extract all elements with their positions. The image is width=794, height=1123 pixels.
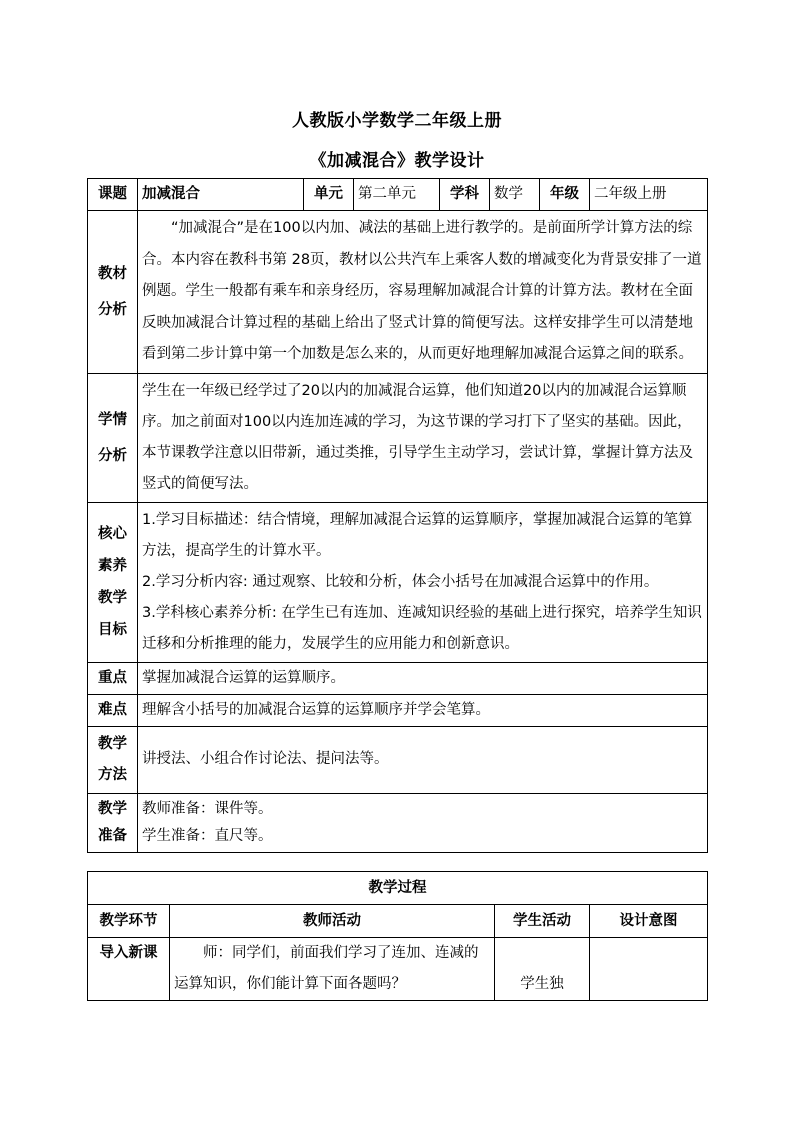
student-analysis-label-1: 学情 — [98, 411, 127, 428]
col-student: 学生活动 — [495, 905, 590, 938]
core-goal-1: 1.学习目标描述：结合情境，理解加减混合运算的运算顺序，掌握加减混合运算的笔算方法，提高学生的计算水平。 — [142, 511, 693, 559]
core-goals-label-2: 素养 — [98, 558, 127, 574]
methods-label-2: 方法 — [98, 766, 127, 783]
unit-label: 单元 — [304, 179, 354, 211]
preparation-label — [88, 793, 138, 852]
process-title-row — [88, 872, 708, 905]
grade-label: 年级 — [540, 179, 590, 211]
process-title: 教学过程 — [88, 872, 708, 905]
process-row-1 — [88, 938, 708, 1001]
subject-value: 数学 — [490, 179, 540, 211]
row1-intent — [590, 938, 708, 1001]
header-row — [88, 179, 708, 211]
preparation-row — [88, 793, 708, 852]
grade-value: 二年级上册 — [590, 179, 708, 211]
student-analysis-label — [88, 373, 138, 502]
col-teacher: 教师活动 — [170, 905, 495, 938]
topic-label: 课题 — [88, 179, 138, 211]
textbook-analysis-row — [88, 211, 708, 374]
unit-value: 第二单元 — [354, 179, 440, 211]
student-analysis-row — [88, 373, 708, 502]
preparation-teacher: 教师准备：课件等。 — [142, 800, 273, 817]
key-point-row — [88, 662, 708, 694]
core-goals-label-4: 目标 — [98, 622, 127, 638]
document-title: 人教版小学数学二年级上册 — [292, 111, 502, 131]
preparation-text — [138, 793, 708, 852]
core-goals-text — [138, 502, 708, 662]
textbook-analysis-label-1: 教材 — [98, 265, 127, 282]
row1-student: 学生独 — [495, 938, 590, 1001]
topic-value: 加减混合 — [138, 179, 304, 211]
core-goals-label-3: 教学 — [98, 590, 127, 606]
key-point-label: 重点 — [88, 662, 138, 694]
core-goal-2: 2.学习分析内容: 通过观察、比较和分析，体会小括号在加减混合运算中的作用。 — [142, 573, 659, 590]
student-analysis-text: 学生在一年级已经学过了20以内的加减混合运算，他们知道20以内的加减混合运算顺序。加之前面对100以内连加连减的学习，为这节课的学习打下了坚实的基础。因此，本节课教学注意以旧带新，通过类推，引导学生主动学习，尝试计算，掌握计算方法及竖式的简便写法。 — [138, 373, 708, 502]
row1-stage: 导入新课 — [88, 938, 170, 1001]
difficulty-row — [88, 694, 708, 726]
textbook-analysis-label — [88, 211, 138, 374]
methods-text: 讲授法、小组合作讨论法、提问法等。 — [138, 726, 708, 793]
difficulty-label: 难点 — [88, 694, 138, 726]
preparation-label-1: 教学 — [98, 800, 127, 817]
process-header-row — [88, 905, 708, 938]
difficulty-text: 理解含小括号的加减混合运算的运算顺序并学会笔算。 — [138, 694, 708, 726]
preparation-student: 学生准备：直尺等。 — [142, 827, 273, 844]
col-stage: 教学环节 — [88, 905, 170, 938]
methods-label — [88, 726, 138, 793]
key-point-text: 掌握加减混合运算的运算顺序。 — [138, 662, 708, 694]
core-goals-row — [88, 502, 708, 662]
student-analysis-label-2: 分析 — [98, 447, 127, 464]
document-subtitle: 《加减混合》教学设计 — [309, 151, 485, 171]
textbook-analysis-text: “加减混合”是在100以内加、减法的基础上进行教学的。是前面所学计算方法的综合。本内容在教科书第 28页，教材以公共汽车上乘客人数的增减变化为背景安排了一道例题。学生一般都有乘车和亲身经历，容易理解加减混合计算的计算方法。教材在全面反映加减混合计算过程的基础上给出了竖式计算的简便写法。这样安排学生可以清楚地看到第二步计算中第一个加数是怎么来的，从而更好地理解加减混合运算之间的联系。 — [138, 211, 708, 374]
methods-row — [88, 726, 708, 793]
row1-teacher: 师：同学们，前面我们学习了连加、连减的运算知识，你们能计算下面各题吗？ — [170, 938, 495, 1001]
methods-label-1: 教学 — [98, 735, 127, 752]
preparation-label-2: 准备 — [98, 827, 127, 844]
textbook-analysis-label-2: 分析 — [98, 301, 127, 318]
subject-label: 学科 — [440, 179, 490, 211]
core-goals-label-1: 核心 — [98, 526, 127, 542]
core-goals-label — [88, 502, 138, 662]
teaching-process-table — [87, 871, 708, 1001]
col-intent: 设计意图 — [590, 905, 708, 938]
core-goal-3: 3.学科核心素养分析: 在学生已有连加、连减知识经验的基础上进行探究，培养学生知识迁移和分析推理的能力，发展学生的应用能力和创新意识。 — [142, 604, 702, 652]
lesson-info-table — [87, 178, 708, 853]
